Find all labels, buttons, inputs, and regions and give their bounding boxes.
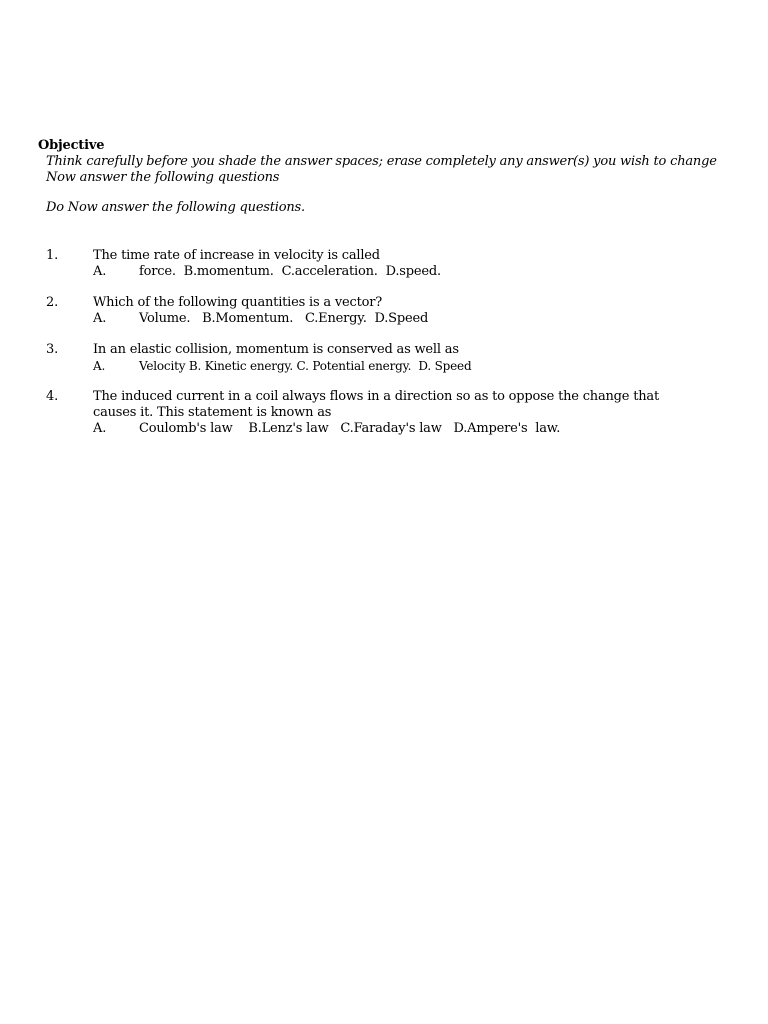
option-text: Volume. B.Momentum. C.Energy. D.Speed <box>139 311 429 326</box>
option-letter: A. <box>93 311 107 326</box>
answer-options <box>93 358 471 374</box>
answer-options <box>93 311 428 327</box>
option-letter: A. <box>93 264 107 279</box>
question-text: The time rate of increase in velocity is called <box>93 248 380 263</box>
question-number: 3. <box>46 342 59 357</box>
section-heading: Objective <box>38 138 105 153</box>
answer-options <box>93 421 560 437</box>
question-text: The induced current in a coil always flows in a direction so as to oppose the change that causes it. This statement is known as <box>93 389 659 420</box>
instruction-text-repeat: Do Now answer the following questions. <box>46 200 305 215</box>
option-text: force. B.momentum. C.acceleration. D.speed. <box>139 264 441 279</box>
option-text: Coulomb's law B.Lenz's law C.Faraday's law D.Ampere's law. <box>139 421 561 436</box>
question-number: 2. <box>46 295 59 310</box>
option-text: Velocity B. Kinetic energy. C. Potential energy. D. Speed <box>139 359 472 373</box>
question-number: 1. <box>46 248 59 263</box>
answer-options <box>93 264 441 280</box>
option-letter: A. <box>93 421 107 436</box>
question-text: In an elastic collision, momentum is conserved as well as <box>93 342 459 357</box>
question-number: 4. <box>46 389 59 404</box>
question-text: Which of the following quantities is a vector? <box>93 295 383 310</box>
option-letter: A. <box>93 359 106 373</box>
instruction-text: Think carefully before you shade the answer spaces; erase completely any answer(s) you wish to change Now answer the following questions <box>46 154 717 185</box>
